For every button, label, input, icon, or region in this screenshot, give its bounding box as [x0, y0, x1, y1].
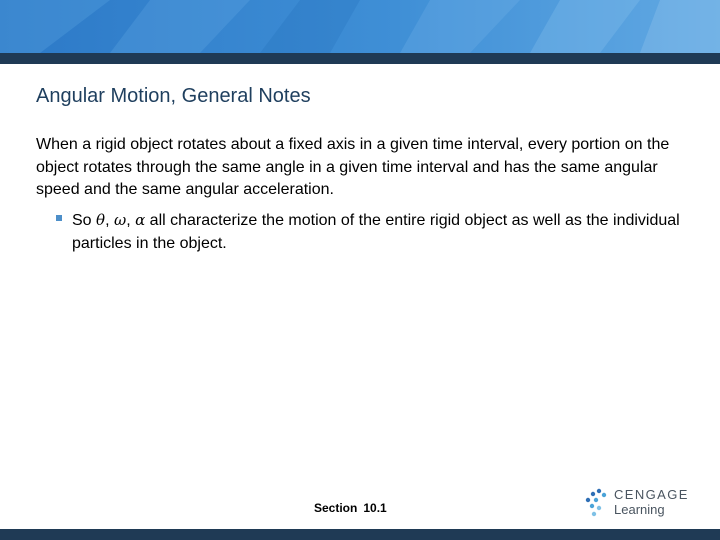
cengage-dots-icon — [584, 488, 610, 518]
section-footer — [314, 501, 387, 515]
bullet-prefix: So — [72, 212, 92, 229]
logo-text-cengage: CENGAGE — [614, 487, 689, 502]
section-number: 10.1 — [363, 501, 387, 515]
bullet-item — [56, 209, 696, 255]
theta-symbol: θ — [96, 211, 106, 229]
section-label: Section — [314, 501, 358, 515]
header-banner — [0, 0, 720, 53]
header-bar — [0, 53, 720, 64]
square-bullet-icon — [56, 215, 62, 221]
omega-symbol: ω — [113, 211, 127, 229]
logo-text-learning: Learning — [614, 502, 665, 517]
alpha-symbol: α — [135, 211, 146, 229]
bullet-body: all characterize the motion of the entire rigid object as well as the individual particles in the object. — [72, 212, 680, 252]
bullet-text: So θ, ω, α all characterize the motion of the entire rigid object as well as the individual particles in the object. — [72, 211, 680, 252]
footer-bar — [0, 529, 720, 540]
slide-title: Angular Motion, General Notes — [36, 85, 311, 107]
cengage-logo — [584, 486, 694, 520]
banner-pattern — [0, 0, 720, 53]
intro-paragraph: When a rigid object rotates about a fixed axis in a given time interval, every portion on the object rotates through the same angle in a given time interval and has the same angular speed and the same angular acceleration. — [36, 136, 670, 198]
